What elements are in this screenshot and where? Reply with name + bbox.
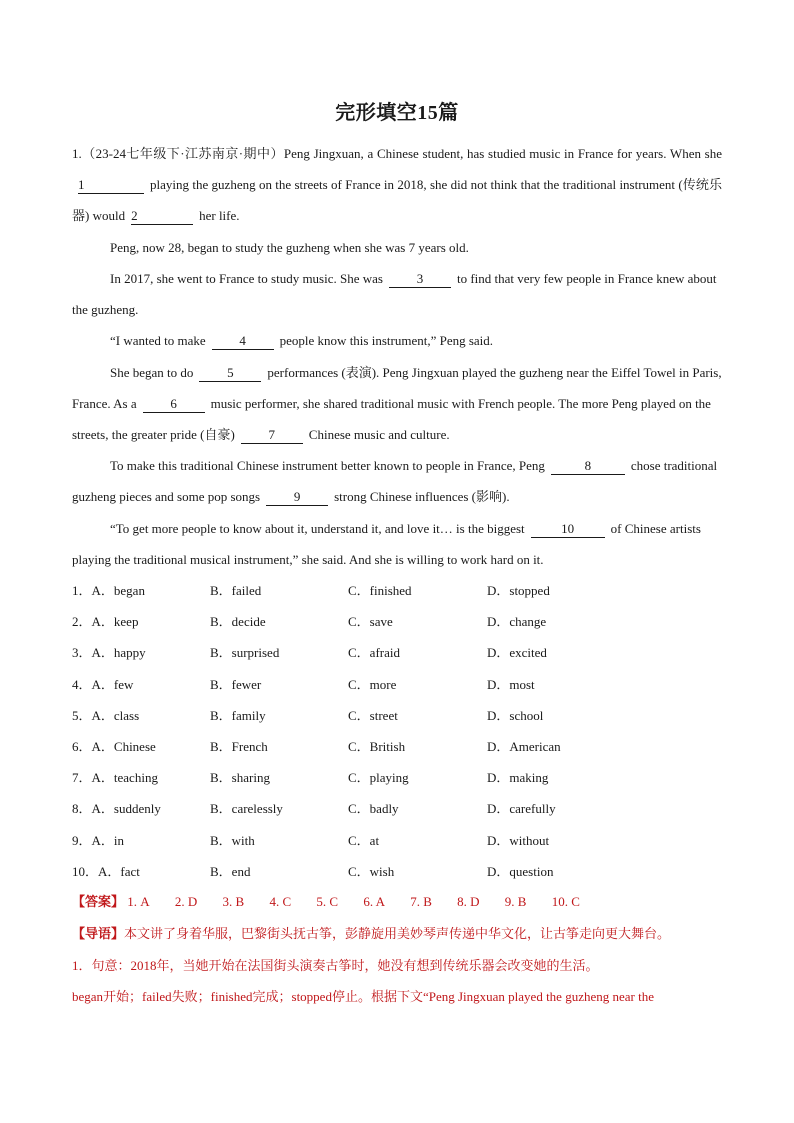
option-b: B．end [210,863,251,879]
option-c: C．save [348,614,393,630]
answer-line [72,886,602,917]
option-b: B．decide [210,614,266,630]
explanation-line-1: 1．句意：2018年，当她开始在法国街头演奏古筝时，她没有想到传统乐器会改变她的生活。 [72,958,599,973]
passage-paragraph-3 [72,263,722,325]
option-b: B．carelessly [210,801,283,817]
option-b: B．surprised [210,645,280,661]
option-d: D．school [487,707,544,723]
blank-6: 6 [143,396,205,413]
answer-label: 【答案】 [72,894,125,909]
passage-text: music performer, she shared traditional music with French people. The more Peng played on the streets, the greater pride (自豪) [72,396,711,443]
passage-text: “I wanted to make [110,333,206,348]
option-d: D．stopped [487,583,550,598]
blank-4: 4 [212,333,274,350]
option-a: 2．A．keep [72,614,139,630]
passage-text: strong Chinese influences (影响). [334,489,510,505]
option-c: C．finished [348,583,412,598]
blank-3: 3 [389,271,451,288]
passage-text: chose traditional guzheng pieces and some pop songs [72,458,718,505]
option-row [72,575,722,606]
options-list [72,575,722,887]
option-a: 4．A．few [72,676,134,692]
passage-text: people know this instrument,” Peng said. [279,333,494,348]
blank-5: 5 [199,365,261,382]
option-d: D．American [487,738,561,754]
passage-paragraph-6 [72,450,722,512]
answer-item: 8. D [457,894,480,909]
answer-item: 6. A [363,894,385,909]
option-a: 9．A．in [72,832,125,848]
option-a: 1．A．began [72,583,145,598]
passage-text: 1.（23-24七年级下·江苏南京·期中）Peng Jingxuan, a Chinese student, has studied music in France for years. When she [72,146,722,161]
passage-text: To make this traditional Chinese instrument better known to people in France, Peng [110,458,545,473]
passage-paragraph-5 [72,357,722,451]
answer-item: 1. A [127,894,150,909]
option-b: B．sharing [210,770,270,786]
blank-8: 8 [551,458,625,475]
option-c: C．afraid [348,645,400,661]
option-b: B．with [210,832,255,848]
option-d: D．question [487,863,554,879]
option-c: C．more [348,676,397,692]
passage-text: to find that very few people in France knew about the guzheng. [72,271,717,318]
option-d: D．most [487,676,535,692]
guide-label: 【导语】 [72,926,125,941]
answer-item: 3. B [222,894,245,909]
passage-paragraph-7 [72,513,722,575]
answer-item: 4. C [269,894,292,909]
option-a: 10．A．fact [72,863,140,879]
option-row [72,731,722,762]
option-d: D．without [487,832,550,848]
option-row [72,762,722,793]
option-d: D．excited [487,645,547,661]
passage-text: Peng, now 28, began to study the guzheng when she was 7 years old. [110,240,469,255]
blank-10: 10 [531,521,605,538]
answer-item: 2. D [174,894,198,909]
option-d: D．carefully [487,801,556,817]
passage-text: playing the guzheng on the streets of France in 2018, she did not think that the traditional instrument (传统乐器) would [72,177,722,224]
option-row [72,825,722,856]
passage-text: her life. [199,208,240,224]
option-d: D．change [487,614,547,630]
passage-paragraph-4 [72,325,722,356]
option-c: C．at [348,832,380,848]
blank-1: 1 [78,177,144,194]
option-row [72,700,722,731]
option-row [72,606,722,637]
option-c: C．British [348,738,406,754]
guide-text: 本文讲了身着华服，巴黎街头抚古筝，彭静旋用美妙琴声传递中华文化，让古筝走向更大舞台。 [124,926,671,941]
passage-paragraph-2 [72,232,722,263]
option-b: B．fewer [210,676,262,692]
option-a: 5．A．class [72,707,140,723]
passage-paragraph-1 [72,138,722,232]
option-a: 6．A．Chinese [72,738,156,754]
answer-item: 5. C [316,894,339,909]
option-b: B．family [210,707,266,723]
option-c: C．wish [348,863,395,879]
passage-text: Chinese music and culture. [308,427,450,443]
blank-9: 9 [266,489,328,506]
option-a: 8．A．suddenly [72,801,161,817]
option-c: C．street [348,707,398,723]
passage-text: performances (表演). Peng Jingxuan played the guzheng near the Eiffel Towel in Paris, France. As a [72,365,722,412]
answer-item: 9. B [504,894,527,909]
option-row [72,793,722,824]
passage-text: “To get more people to know about it, understand it, and love it… is the biggest [110,521,525,536]
option-b: B．French [210,738,268,754]
option-c: C．playing [348,770,409,786]
answer-item: 10. C [551,894,580,909]
option-a: 3．A．happy [72,645,146,661]
option-b: B．failed [210,583,262,598]
blank-2: 2 [131,208,193,225]
blank-7: 7 [241,427,303,444]
option-row [72,856,722,887]
option-d: D．making [487,770,549,786]
passage-text: In 2017, she went to France to study music. She was [110,271,383,286]
option-c: C．badly [348,801,399,817]
option-a: 7．A．teaching [72,770,158,786]
page-title: 完形填空15篇 [335,102,459,124]
option-row [72,669,722,700]
explanation-line-2: began开始；failed失败；finished完成；stopped停止。根据下文“Peng Jingxuan played the guzheng near the [72,989,654,1004]
passage-text: She began to do [110,365,194,380]
guide-line [72,918,722,949]
answer-item: 7. B [410,894,432,909]
option-row [72,637,722,668]
passage-text: of Chinese artists playing the traditional musical instrument,” she said. And she is willing to work hard on it. [72,521,701,568]
